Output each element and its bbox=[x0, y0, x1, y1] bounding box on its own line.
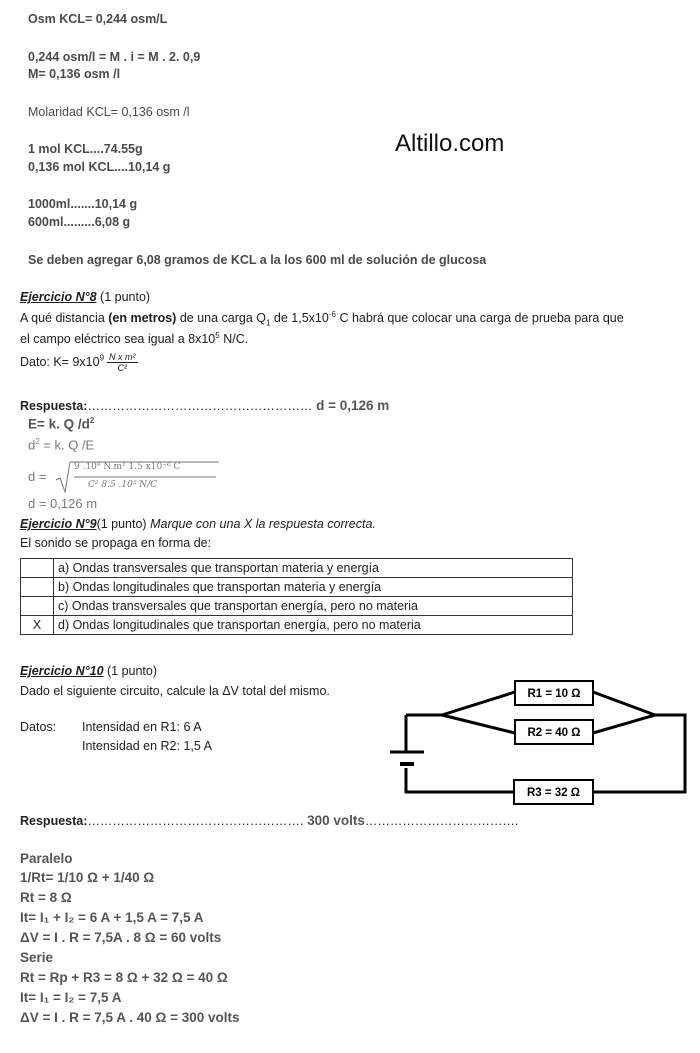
prev-line-8: 600ml.........6,08 g bbox=[28, 215, 131, 229]
prev-line-6: 0,136 mol KCL....10,14 g bbox=[28, 160, 171, 174]
prev-conclusion: Se deben agregar 6,08 gramos de KCL a la los 600 ml de solución de glucosa bbox=[28, 253, 487, 267]
ej10-dato-2: Intensidad en R2: 1,5 A bbox=[82, 739, 212, 753]
ej8-step-1: E= k. Q $/d^2$ bbox=[28, 416, 95, 432]
option-a-text: a) Ondas transversales que transportan materia y energía bbox=[54, 559, 573, 578]
ej8-points: (1 punto) bbox=[96, 290, 151, 304]
option-c-text: c) Ondas transversales que transportan energía, pero no materia bbox=[54, 597, 573, 616]
prev-line-4: Molaridad KCL= 0,136 osm /l bbox=[28, 105, 190, 119]
ej8-fraction: $\frac{\text{N x m²}}{\text{C²}}$ bbox=[109, 352, 136, 373]
ej9-title: Ejercicio N°9 bbox=[20, 517, 97, 531]
ej10-datos-label: Datos: bbox=[20, 720, 57, 734]
work-line-7: Rt = Rp + R3 = 8 Ω + 32 Ω = 40 Ω bbox=[20, 970, 228, 985]
ej8-title: Ejercicio N°8 bbox=[20, 290, 97, 304]
ej9-options-table bbox=[20, 558, 573, 635]
r2-label: R2 = 40 Ω bbox=[527, 727, 581, 739]
ej8-dato: Dato: $K= 9x10^9$ $\frac{\text{N x m²}}{\text{C²}}$ bbox=[20, 352, 136, 373]
ej9-heading: Ejercicio N°9(1 punto) Marque con una X la respuesta correcta. bbox=[20, 517, 376, 531]
prev-line-2: 0,244 osm/l = M . i = M . 2. 0,9 bbox=[28, 50, 201, 64]
work-line-1: Paralelo bbox=[20, 851, 73, 866]
work-line-8: It= I₁ = I₂ = 7,5 A bbox=[20, 990, 122, 1005]
prev-line-1: Osm KCL= 0,244 osm/L bbox=[28, 12, 168, 26]
work-line-6: Serie bbox=[20, 950, 54, 965]
r3-label: R3 = 32 Ω bbox=[526, 787, 581, 799]
ej10-heading: Ejercicio N°10 (1 punto) bbox=[20, 664, 158, 678]
table-row bbox=[21, 616, 573, 635]
ej8-question-line1: A qué distancia (en metros) de una carga $Q_1$ de $1,5x10^{-6}$ C habrá que colocar una carga de prueba para que bbox=[20, 310, 624, 328]
option-b-text: b) Ondas longitudinales que transportan materia y energía bbox=[54, 578, 573, 597]
work-line-3: Rt = 8 Ω bbox=[20, 890, 72, 905]
table-row bbox=[21, 597, 573, 616]
option-b-mark[interactable] bbox=[21, 578, 54, 597]
option-d-text: d) Ondas longitudinales que transportan energía, pero no materia bbox=[54, 616, 573, 635]
circuit-diagram bbox=[380, 670, 700, 815]
ej8-heading bbox=[20, 290, 150, 304]
r1-label: R1 = 10 Ω bbox=[527, 688, 581, 700]
work-line-5: ΔV = I . R = 7,5A . 8 Ω = 60 volts bbox=[20, 930, 222, 945]
ej10-dato-1: Intensidad en R1: 6 A bbox=[82, 720, 202, 734]
ej10-question: Dado el siguiente circuito, calcule la ΔV total del mismo. bbox=[20, 684, 330, 698]
option-a-mark[interactable] bbox=[21, 559, 54, 578]
work-line-2: 1/Rt= 1/10 Ω + 1/40 Ω bbox=[20, 870, 155, 885]
ej10-answer: Respuesta:……………………………………………. 300 volts………………………………. bbox=[20, 813, 519, 828]
table-row bbox=[21, 578, 573, 597]
prev-line-5: 1 mol KCL....74.55g bbox=[28, 142, 143, 156]
ej8-answer: Respuesta:……………………………………………… d = 0,126 m bbox=[20, 398, 390, 413]
ej8-step-4: d = 0,126 m bbox=[28, 496, 98, 511]
watermark: Altillo.com bbox=[395, 130, 505, 157]
prev-line-3: M= 0,136 osm /l bbox=[28, 67, 121, 81]
ej8-question-line2: el campo eléctrico sea igual a $8x10^5$ N/C. bbox=[20, 331, 249, 347]
work-line-9: ΔV = I . R = 7,5 A . 40 Ω = 300 volts bbox=[20, 1010, 240, 1025]
table-row bbox=[21, 559, 573, 578]
option-d-mark[interactable]: X bbox=[21, 616, 54, 635]
prev-line-7: 1000ml.......10,14 g bbox=[28, 197, 138, 211]
ej8-step-2: $d^2 = k$. Q /E bbox=[28, 437, 95, 453]
option-c-mark[interactable] bbox=[21, 597, 54, 616]
ej9-question: El sonido se propaga en forma de: bbox=[20, 536, 212, 550]
ej10-title: Ejercicio N°10 bbox=[20, 664, 104, 678]
work-line-4: It= I₁ + I₂ = 6 A + 1,5 A = 7,5 A bbox=[20, 910, 204, 925]
